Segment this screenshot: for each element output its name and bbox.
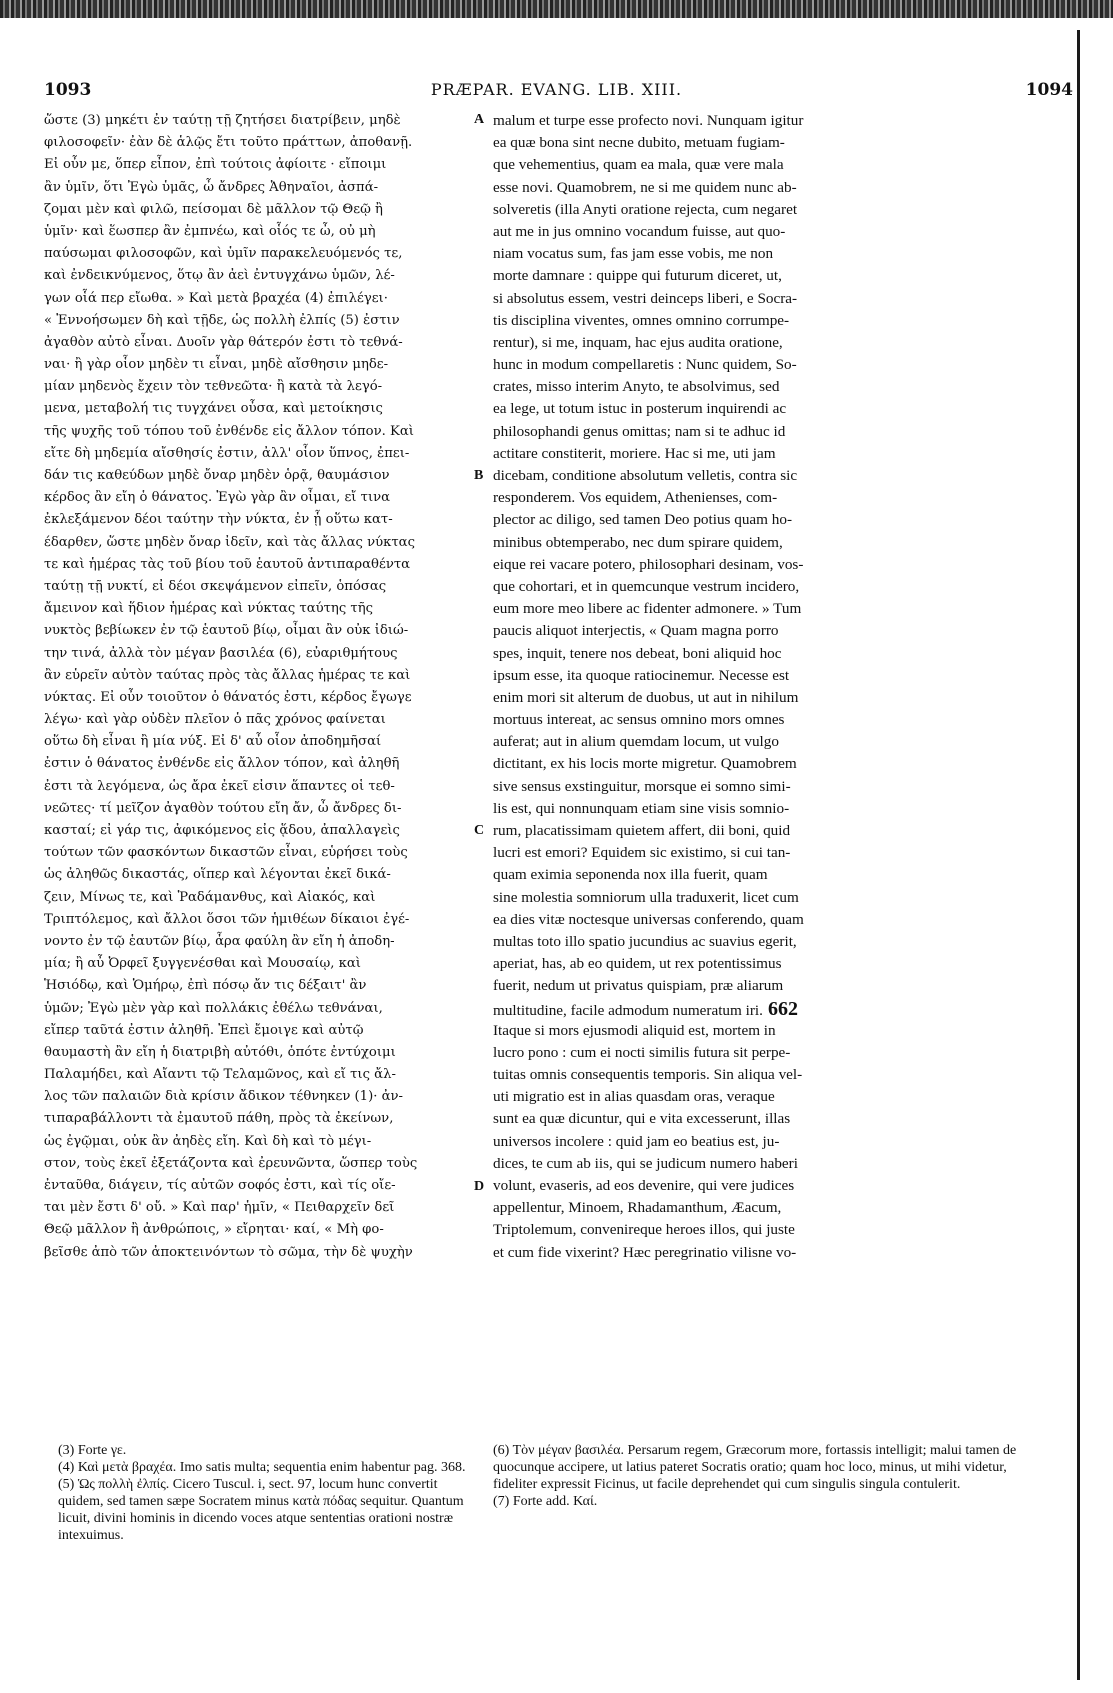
footnote: (4) Καὶ μετὰ βραχέα. Imo satis multa; sequentia enim habentur pag. 368.	[58, 1460, 466, 1475]
latin-text-line: eum more meo libere ac fidenter admonere. » Tum	[493, 600, 802, 618]
latin-text-line: esse novi. Quamobrem, ne si me quidem nunc ab-	[493, 178, 797, 196]
greek-text-line: ὥστε (3) μηκέτι ἐν ταύτῃ τῇ ζητήσει διατρίβειν, μηδὲ	[44, 113, 401, 128]
latin-text-line: volunt, evaseris, ad eos devenire, qui vere judices	[493, 1177, 795, 1194]
footnote: (7) Forte add. Καί.	[493, 1494, 598, 1509]
greek-text-line: τούτων τῶν φασκόντων δικαστῶν εἶναι, εὑρήσει τοὺς	[44, 845, 408, 861]
greek-text-line: τῆς ψυχῆς τοῦ τόπου τοῦ ἐνθένδε εἰς ἄλλον τόπον. Καὶ	[44, 423, 414, 439]
greek-text-line: λος τῶν παλαιῶν διὰ κρίσιν ἄδικον τέθνηκεν (1)· ἀν-	[44, 1089, 403, 1105]
margin-letter-d: D	[474, 1179, 485, 1194]
latin-text-line: ea quæ bona sint necne dubito, metuam fugiam-	[493, 134, 785, 152]
latin-text-line: crates, misso interim Anyto, te absolvimus, sed	[493, 378, 780, 396]
latin-text-line: uti migratio est in alias quasdam oras, veraque	[493, 1088, 775, 1106]
latin-text-line: dictitant, ex his locis morte migretur. Quamobrem	[493, 755, 797, 773]
greek-text-line: νοντο ἐν τῷ ἑαυτῶν βίῳ, ἆρα φαύλη ἂν εἴη ἡ ἀποδη-	[44, 933, 395, 949]
scan-edge	[0, 0, 1113, 18]
greek-text-line: παύσωμαι φιλοσοφῶν, καὶ ὑμῖν παρακελευόμενός τε,	[44, 246, 403, 262]
latin-text-line: quam eximia seponenda nox illa fuerit, quam	[493, 866, 768, 884]
latin-text-line: paucis aliquot interjectis, « Quam magna porro	[493, 622, 779, 640]
greek-text-line: ἐκλεξάμενον δέοι ταύτην τὴν νύκτα, ἐν ᾗ οὕτω κατ-	[44, 512, 393, 528]
footnotes-left	[58, 1442, 468, 1544]
greek-text-line: την τινά, ἀλλὰ τὸν μέγαν βασιλέα (6), εὐαριθμήτους	[44, 645, 398, 661]
page-header	[0, 80, 1113, 100]
latin-text-line: Itaque si mors ejusmodi aliquid est, mortem in	[493, 1021, 776, 1039]
latin-text-line: eique rei vacare potero, philosophari desinam, vos-	[493, 555, 804, 573]
greek-text-line: εἴπερ ταῦτά ἐστιν ἀληθῆ. Ἐπεὶ ἔμοιγε καὶ αὐτῷ	[44, 1022, 364, 1038]
greek-text-line: στον, τοὺς ἐκεῖ ἐξετάζοντα καὶ ἐρευνῶντα, ὥσπερ τοὺς	[44, 1155, 418, 1171]
page-number-left: 1093	[44, 80, 92, 100]
latin-text-line: dicebam, conditione absolutum velletis, contra sic	[493, 467, 798, 484]
greek-text-line: νεῶτες· τί μεῖζον ἀγαθὸν τούτου εἴη ἄν, ὦ ἄνδρες δι-	[44, 800, 402, 816]
latin-text-line: lucri est emori? Equidem sic existimo, si cui tan-	[493, 844, 791, 862]
greek-text-line: ἂν ὑμῖν, ὅτι Ἐγὼ ὑμᾶς, ὦ ἄνδρες Ἀθηναῖοι, ἀσπά-	[44, 179, 379, 195]
latin-text-line: multitudine, facile admodum numeratum iri. 662	[493, 997, 798, 1020]
greek-text-line: ὡς ἐγῷμαι, οὐκ ἂν ἀηδὲς εἴη. Καὶ δὴ καὶ τὸ μέγι-	[44, 1133, 372, 1149]
latin-text-line: malum et turpe esse profecto novi. Nunquam igitur	[493, 112, 804, 129]
latin-text-line: solveretis (illa Anyti oratione rejecta, cum negaret	[493, 200, 798, 218]
latin-text-line: ea dies vitæ noctesque universas conferendo, quam	[493, 910, 804, 928]
latin-text-line: universos incolere : quid jam eo beatius est, ju-	[493, 1132, 780, 1150]
latin-text-line: Triptolemum, convenireque heroes illos, qui juste	[493, 1221, 795, 1239]
latin-text-line: tuitas omnis consequentis temporis. Sin aliqua vel-	[493, 1066, 803, 1084]
latin-text-line: spes, inquit, tenere nos debeat, boni aliquid hoc	[493, 644, 782, 662]
greek-text-line: ταύτῃ τῇ νυκτί, εἰ δέοι σκεψάμενον εἰπεῖν, ὁπόσας	[44, 578, 387, 594]
greek-text-line: τε καὶ ἡμέρας τὰς τοῦ βίου τοῦ ἑαυτοῦ ἀντιπαραθέντα	[44, 556, 411, 572]
latin-text-line: auferat; aut in alium quemdam locum, ut vulgo	[493, 733, 779, 751]
latin-text-line: philosophandi genus omittas; nam si te adhuc id	[493, 422, 786, 440]
greek-text-line: μενα, μεταβολή τις τυγχάνει οὖσα, καὶ μετοίκησις	[44, 401, 383, 417]
greek-text-line: τιπαραβάλλοντι τὰ ἐμαυτοῦ πάθη, πρὸς τὰ ἐκείνων,	[44, 1111, 394, 1127]
latin-text-line: tis disciplina viventes, omnes omnino corrumpe-	[493, 311, 790, 329]
margin-letter-b: B	[474, 468, 484, 483]
footnotes-right	[493, 1442, 1033, 1510]
greek-text-line: κασταί; εἰ γάρ τις, ἀφικόμενος εἰς ᾅδου, ἀπαλλαγεὶς	[44, 823, 400, 838]
latin-text-line: enim mori sit alterum de duobus, ut aut in nihilum	[493, 688, 799, 706]
latin-text-line: plector ac diligo, sed tamen Deo potius quam ho-	[493, 511, 793, 529]
greek-text-line: ὑμῶν; Ἐγὼ μὲν γὰρ καὶ πολλάκις ἐθέλω τεθνάναι,	[44, 1000, 383, 1016]
latin-text-line: dices, te cum ab iis, qui se judicum numero haberi	[493, 1154, 798, 1172]
latin-text-line: que vehementius, quam ea mala, quæ vere mala	[493, 156, 784, 174]
latin-text-line: minibus obtemperabo, nec dum spirare quidem,	[493, 533, 783, 551]
latin-text-line: responderem. Vos equidem, Athenienses, com-	[493, 489, 778, 507]
latin-text-line: sive sensus exstinguitur, morsque ei somno simi-	[493, 777, 791, 795]
latin-text-line: lis est, qui nonnunquam etiam sine visis somnio-	[493, 799, 790, 817]
greek-text-line: ζειν, Μίνως τε, καὶ Ῥαδάμανθυς, καὶ Αἰακός, καὶ	[44, 889, 376, 905]
greek-text-line: ἐνταῦθα, διάγειν, τίς αὐτῶν σοφός ἐστι, καὶ τίς οἴε-	[44, 1178, 396, 1193]
greek-text-line: ζομαι μὲν καὶ φιλῶ, πείσομαι δὲ μᾶλλον τῷ Θεῷ ἢ	[44, 201, 383, 217]
latin-text-line: ea lege, ut totum istuc in posterum inquirendi ac	[493, 400, 787, 418]
latin-text-line: sine molestia somniorum ulla traduxerit, licet cum	[493, 888, 799, 906]
latin-text-line: rum, placatissimam quietem affert, dii boni, quid	[493, 822, 791, 839]
greek-text-line: ἐστι τὰ λεγόμενα, ὡς ἄρα ἐκεῖ εἰσιν ἅπαντες οἱ τεθ-	[44, 778, 395, 794]
greek-text-line: εἴτε δὴ μηδεμία αἴσθησίς ἐστιν, ἀλλ' οἷον ὕπνος, ἐπει-	[44, 445, 410, 461]
latin-text-line: aut me in jus omnino vocandum fuisse, aut quo-	[493, 222, 786, 240]
page-number-right: 1094	[1025, 80, 1073, 100]
latin-text-line: niam vocatus sum, fas jam esse vobis, me non	[493, 245, 774, 263]
latin-text-line: appellentur, Minoem, Rhadamanthum, Æacum,	[493, 1199, 782, 1217]
margin-letter-c: C	[474, 823, 485, 838]
margin-letter-a: A	[474, 112, 485, 127]
greek-text-line: ἄμεινον καὶ ἥδιον ἡμέρας καὶ νύκτας ταύτης τῆς	[44, 601, 373, 617]
greek-text-line: λέγω· καὶ γὰρ οὐδὲν πλεῖον ὁ πᾶς χρόνος φαίνεται	[44, 712, 386, 728]
greek-text-line: Τριπτόλεμος, καὶ ἄλλοι ὅσοι τῶν ἡμιθέων δίκαιοι ἐγέ-	[44, 911, 410, 927]
greek-text-line: Εἰ οὖν με, ὅπερ εἶπον, ἐπὶ τούτοις ἀφίοιτε · εἴποιμι	[44, 157, 387, 173]
greek-text-line: νυκτὸς βεβίωκεν ἐν τῷ ἑαυτοῦ βίῳ, οἶμαι ἂν οὐκ ἰδιώ-	[44, 623, 409, 639]
greek-text-line: γων οἷά περ εἴωθα. » Καὶ μετὰ βραχέα (4) ἐπιλέγει·	[44, 290, 388, 306]
greek-text-line: Θεῷ μᾶλλον ἢ ἀνθρώποις, » εἴρηται· καί, « Μὴ φο-	[44, 1222, 384, 1238]
latin-text-line: fuerit, nedum ut privatus quispiam, præ aliarum	[493, 977, 784, 995]
latin-text-line: morte damnare : quippe qui futurum diceret, ut,	[493, 267, 782, 285]
latin-column	[493, 110, 1033, 1264]
latin-text-line: hunc in modum compellaretis : Nunc quidem, So-	[493, 356, 797, 374]
latin-text-line: que cohortari, et in quemcunque vestrum incidero,	[493, 577, 800, 595]
greek-text-line: φιλοσοφεῖν· ἐὰν δὲ ἁλῷς ἔτι τοῦτο πράττων, ἀποθανῇ.	[44, 135, 413, 151]
latin-text-line: sunt ea quæ dicuntur, qui e vita excesserunt, illas	[493, 1110, 791, 1128]
greek-text-line: έδαρθεν, ὥστε μηδὲν ὄναρ ἰδεῖν, καὶ τὰς ἄλλας νύκτας	[44, 534, 415, 550]
greek-column	[44, 110, 469, 1264]
greek-text-line: θαυμαστὴ ἂν εἴη ἡ διατριβὴ αὐτόθι, ὁπότε ἐντύχοιμι	[44, 1044, 396, 1060]
latin-text-line: si absolutus essem, vestri deinceps liberi, e Socra-	[493, 289, 798, 307]
latin-text-line: et cum fide vixerint? Hæc peregrinatio vilisne vo-	[493, 1243, 797, 1261]
greek-text-line: ναι· ἢ γὰρ οἷον μηδὲν τι εἶναι, μηδὲ αἴσθησιν μηδε-	[44, 357, 389, 373]
greek-text-line: οὕτω δὴ εἶναι ἢ μία νύξ. Εἰ δ' αὖ οἷον ἀποδημῆσαί	[44, 734, 382, 750]
footnote: (6) Τὸν μέγαν βασιλέα. Persarum regem, Græcorum more, fortassis intelligit; malui tamen de quocunque accipere, ut latius pateret Socratis oratio; quam hoc loco, minus, ut mihi videtur, fideliter expressit Ficinus, ut facile deprehendet qui cum singulis singula contulerit.	[493, 1443, 1017, 1492]
greek-text-line: κέρδος ἂν εἴη ὁ θάνατος. Ἐγὼ γὰρ ἂν οἶμαι, εἴ τινα	[44, 490, 391, 506]
greek-text-line: « Ἐννοήσωμεν δὴ καὶ τῇδε, ὡς πολλὴ ἐλπίς (5) ἐστιν	[44, 312, 400, 328]
greek-text-line: βεῖσθε ἀπὸ τῶν ἀποκτεινόντων τὸ σῶμα, τὴν δὲ ψυχὴν	[44, 1244, 413, 1260]
latin-text-line: lucro pono : cum ei nocti similis futura sit perpe-	[493, 1043, 791, 1061]
latin-text-line: actitare constiterit, moriere. Hac si me, uti jam	[493, 444, 776, 462]
greek-text-line: ται μὲν ἔστι δ' οὔ. » Καὶ παρ' ἡμῖν, « Πειθαρχεῖν δεῖ	[44, 1200, 395, 1216]
greek-text-line: μίαν μηδενὸς ἔχειν τὸν τεθνεῶτα· ἢ κατὰ τὰ λεγό-	[44, 379, 383, 395]
running-title: PRÆPAR. EVANG. LIB. XIII.	[430, 80, 683, 99]
latin-text-line: aperiat, has, ab eo quidem, ut rex potentissimus	[493, 955, 782, 973]
latin-text-line: mortuus intereat, ac sensus omnino mors omnes	[493, 711, 785, 729]
latin-text-line: ipsum esse, ita quoque ratiocinemur. Necesse est	[493, 666, 790, 684]
greek-text-line: ὑμῖν· καὶ ἕωσπερ ἂν ἐμπνέω, καὶ οἷός τε ὦ, οὐ μὴ	[44, 223, 376, 239]
greek-text-line: ὡς ἀληθῶς δικαστάς, οἵπερ καὶ λέγονται ἐκεῖ δικά-	[44, 867, 391, 883]
greek-text-line: δάν τις καθεύδων μηδὲ ὄναρ μηδὲν ὁρᾷ, θαυμάσιον	[44, 468, 390, 483]
greek-text-line: Ἡσιόδῳ, καὶ Ὁμήρῳ, ἐπὶ πόσῳ ἄν τις δέξαιτ' ἂν	[44, 978, 367, 994]
greek-text-line: Παλαμήδει, καὶ Αἴαντι τῷ Τελαμῶνος, καὶ εἴ τις ἄλ-	[44, 1067, 396, 1083]
latin-text-line: multas toto illo spatio jucundius ac suavius egerit,	[493, 932, 797, 950]
latin-text-line: rentur), si me, inquam, hac ejus audita oratione,	[493, 333, 783, 351]
greek-text-line: ἂν εὑρεῖν αὐτὸν ταύτας πρὸς τὰς ἄλλας ἡμέρας τε καὶ	[44, 667, 411, 683]
greek-text-line: νύκτας. Εἰ οὖν τοιοῦτον ὁ θάνατός ἐστι, κέρδος ἔγωγε	[44, 689, 412, 705]
greek-text-line: καὶ ἐνδεικνύμενος, ὅτῳ ἂν ἀεὶ ἐντυγχάνω ὑμῶν, λέ-	[44, 268, 395, 284]
footnote: (3) Forte γε.	[58, 1443, 127, 1458]
column-number: 662	[762, 997, 798, 1020]
footnote: (5) Ὡς πολλὴ ἐλπίς. Cicero Tuscul. i, sect. 97, locum hunc convertit quidem, sed tamen sæpe Socratem minus κατὰ πόδας sequitur. Quantum licuit, divini hominis in dicendo voces atque sententias orationi nostræ intexuimus.	[58, 1477, 464, 1543]
greek-text-line: ἀγαθὸν αὐτὸ εἶναι. Δυοῖν γὰρ θάτερόν ἐστι τὸ τεθνά-	[44, 334, 403, 350]
greek-text-line: μία; ἢ αὖ Ὀρφεῖ ξυγγενέσθαι καὶ Μουσαίῳ, καὶ	[44, 956, 361, 972]
greek-text-line: ἐστιν ὁ θάνατος ἐνθένδε εἰς ἄλλον τόπον, καὶ ἀληθῆ	[44, 756, 400, 772]
